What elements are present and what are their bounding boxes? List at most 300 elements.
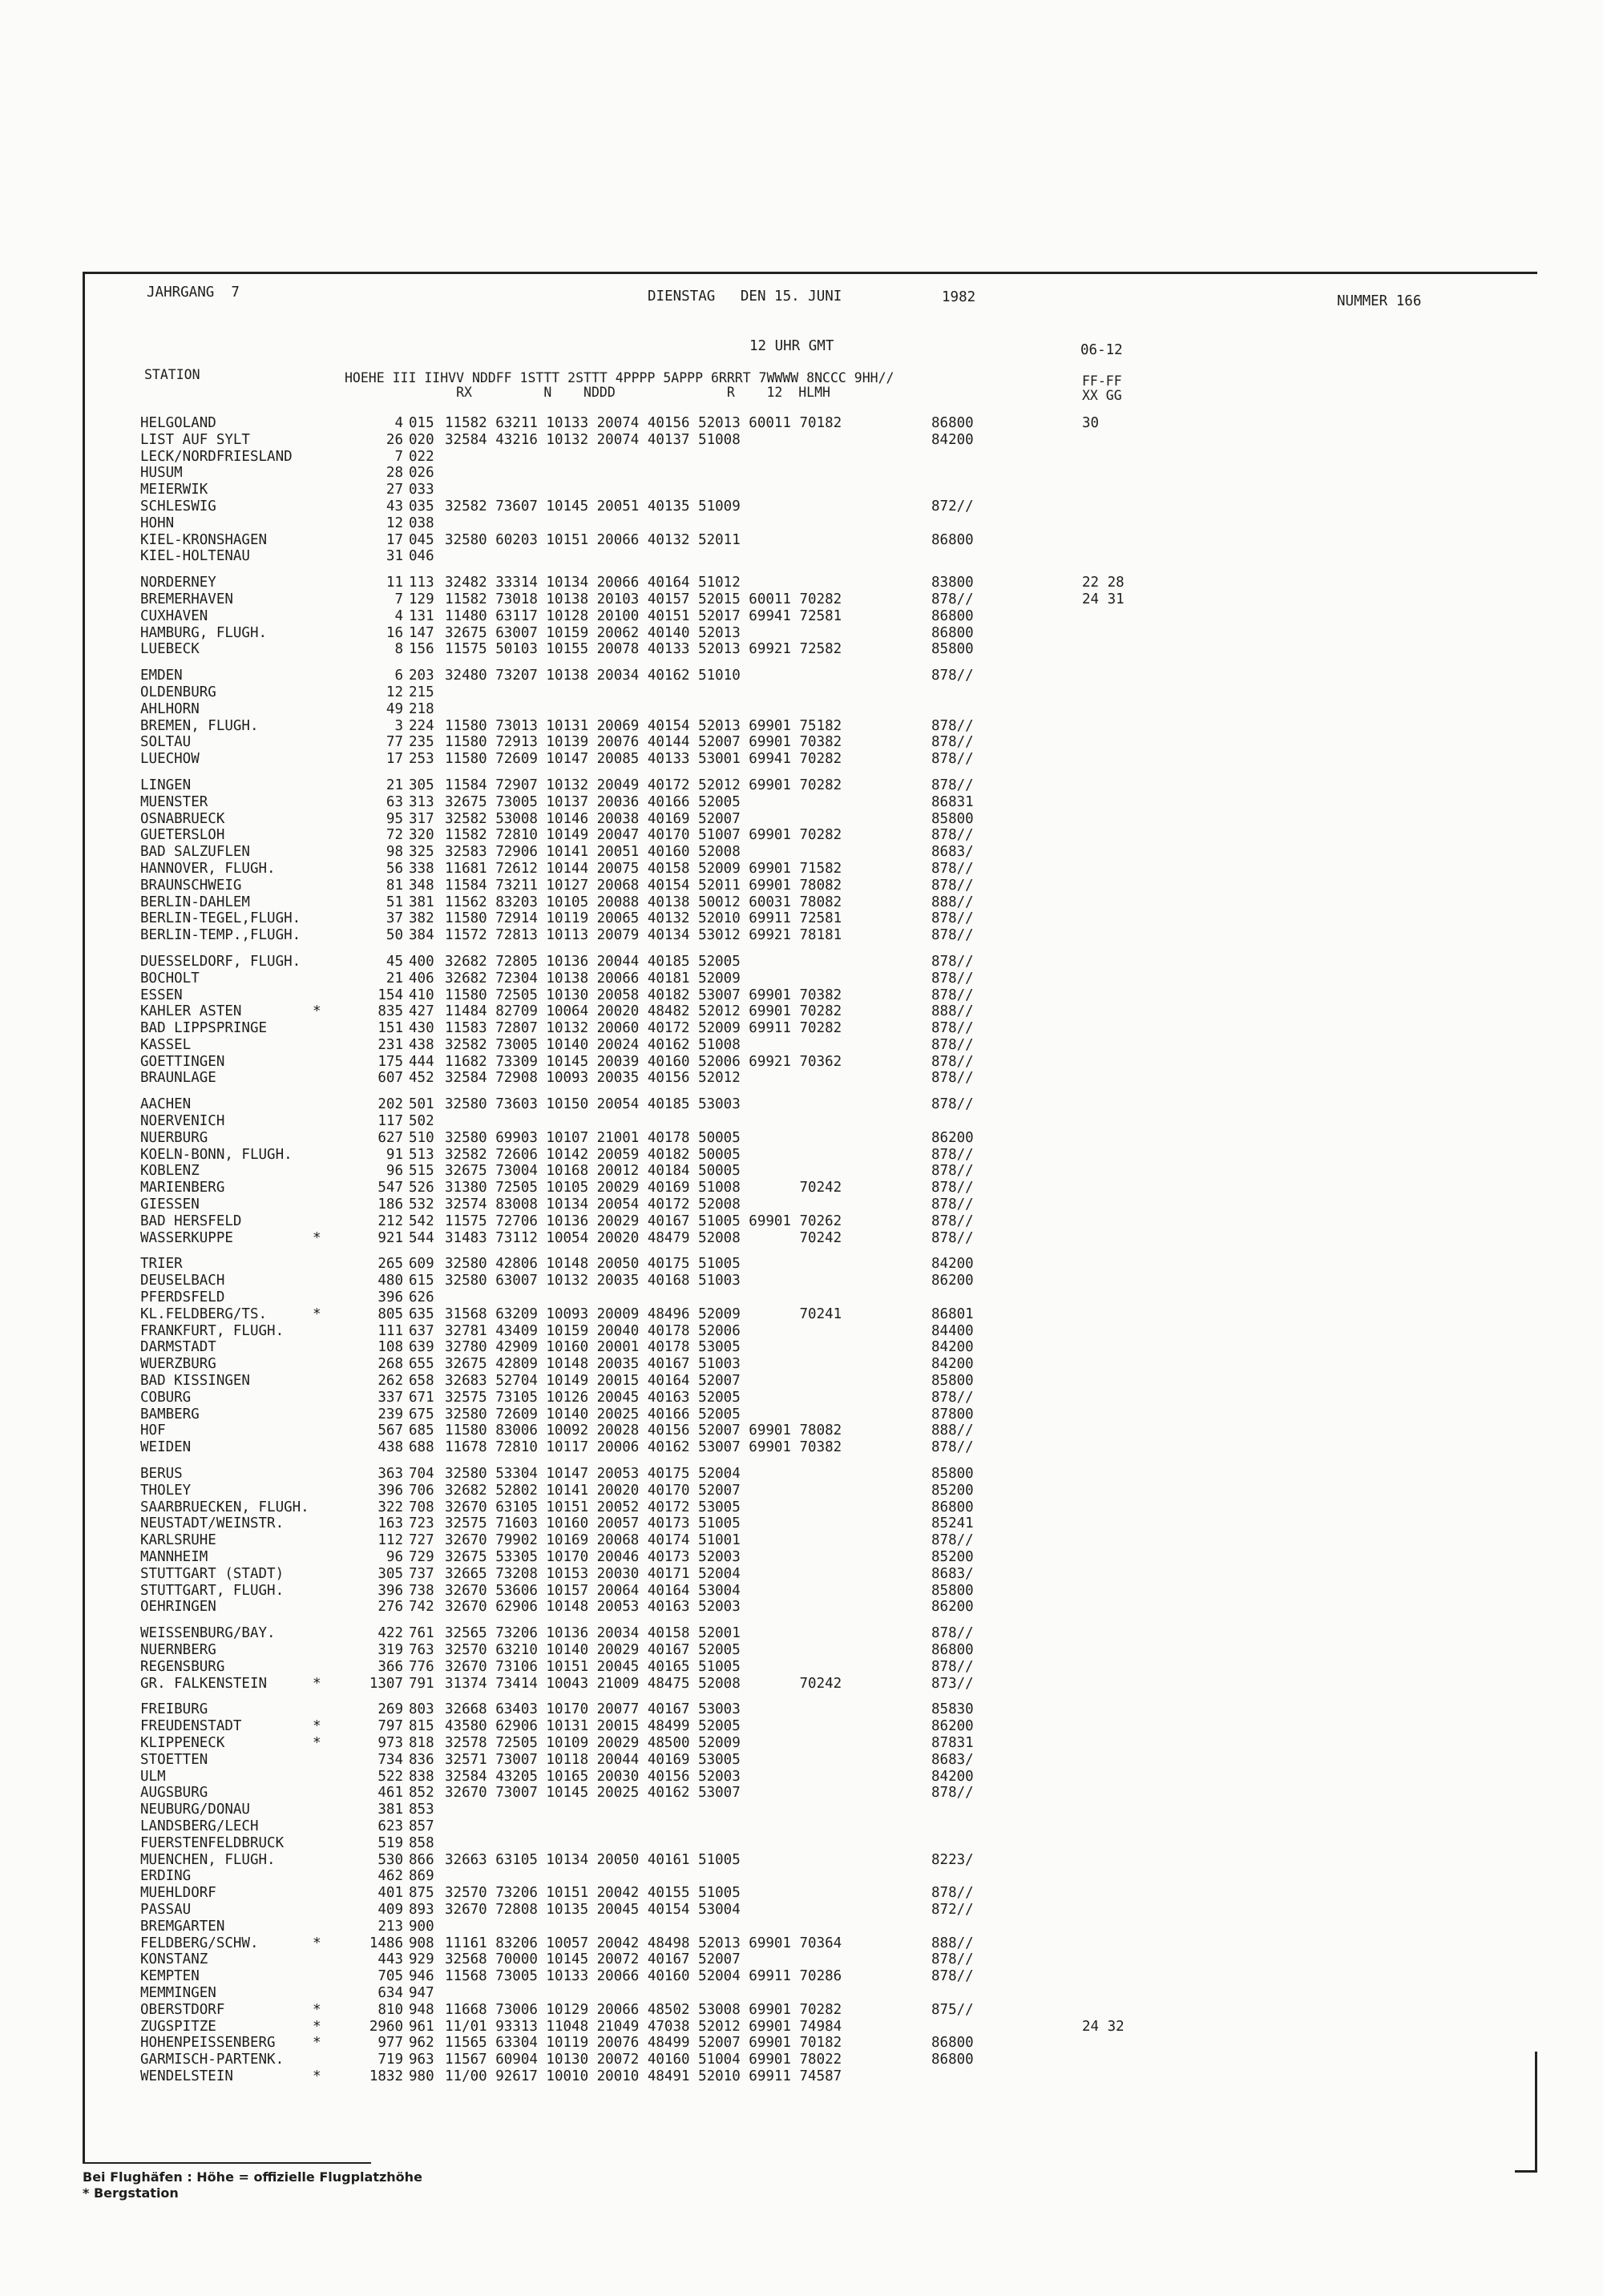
station-name: GUETERSLOH [140,827,225,844]
cloud-group: 85830 [931,1701,974,1718]
station-height: 2960 [369,2018,403,2035]
station-id: 776 [409,1658,434,1675]
station-name: HELGOLAND [140,415,216,431]
station-name: DARMSTADT [140,1339,216,1356]
station-name: KIEL-KRONSHAGEN [140,531,268,548]
station-id: 033 [409,482,434,498]
column-header-ff1: FF-FF [1082,373,1122,389]
station-name: MANNHEIM [140,1549,208,1565]
station-height: 396 [378,1582,403,1599]
synop-groups: 32582 72606 10142 20059 40182 50005 [445,1146,741,1163]
station-id: 857 [409,1818,434,1834]
station-id: 444 [409,1053,434,1070]
synop-groups: 11681 72612 10144 20075 40158 52009 69901 71582 [445,860,842,877]
station-id: 893 [409,1901,434,1918]
station-name: SAARBRUECKEN, FLUGH. [140,1499,309,1515]
station-name: MUENCHEN, FLUGH. [140,1851,276,1868]
station-name: OSNABRUECK [140,810,225,827]
station-name: LECK/NORDFRIESLAND [140,448,293,465]
station-height: 12 [386,684,403,700]
station-height: 443 [378,1951,403,1968]
synop-groups: 11/00 92617 10010 20010 48491 52010 69911 74587 [445,2068,842,2084]
cloud-group: 83800 [931,575,974,591]
cloud-group: 878// [931,953,974,970]
station-name: WENDELSTEIN [140,2068,233,2084]
station-height: 50 [386,927,403,944]
cloud-group: 86800 [931,1641,974,1658]
station-id: 544 [409,1229,434,1246]
station-height: 921 [378,1229,403,1246]
cloud-group: 85200 [931,1549,974,1565]
synop-groups: 32675 73005 10137 20036 40166 52005 [445,793,741,810]
station-id: 532 [409,1196,434,1213]
station-height: 409 [378,1901,403,1918]
station-id: 015 [409,415,434,431]
cloud-group: 872// [931,1901,974,1918]
synop-groups: 32580 72609 10140 20025 40166 52005 [445,1406,741,1422]
station-height: 7 [394,591,403,607]
station-id: 513 [409,1146,434,1163]
station-name: AACHEN [140,1096,192,1113]
station-id: 818 [409,1734,434,1751]
station-name: GR. FALKENSTEIN [140,1675,268,1692]
station-name: BAD LIPPSPRINGE [140,1020,268,1037]
station-id: 317 [409,810,434,827]
station-name: SCHLESWIG [140,498,216,514]
station-name: MARIENBERG [140,1180,225,1196]
station-name: BAD HERSFELD [140,1213,242,1229]
station-name: KLIPPENECK [140,1734,225,1751]
date-line: DIENSTAG DEN 15. JUNI [648,289,842,305]
station-name: ULM [140,1768,166,1785]
station-id: 836 [409,1751,434,1768]
station-id: 742 [409,1599,434,1616]
station-name: OLDENBURG [140,684,216,700]
station-name: COBURG [140,1389,192,1406]
station-name: KARLSRUHE [140,1532,216,1549]
station-id: 438 [409,1036,434,1053]
station-name: BERLIN-TEMP.,FLUGH. [140,927,301,944]
station-id: 542 [409,1213,434,1229]
synop-groups: 32670 53606 10157 20064 40164 53004 [445,1582,741,1599]
station-id: 962 [409,2035,434,2052]
synop-groups: 32663 63105 10134 20050 40161 51005 [445,1851,741,1868]
station-name: LINGEN [140,777,192,793]
station-name: STUTTGART, FLUGH. [140,1582,285,1599]
station-id: 382 [409,910,434,927]
cloud-group: 888// [931,894,974,910]
station-height: 11 [386,575,403,591]
synop-groups: 11668 73006 10129 20066 48502 53008 69901 70282 [445,2001,842,2018]
cloud-group: 86801 [931,1305,974,1322]
cloud-group: 85800 [931,1582,974,1599]
station-height: 319 [378,1641,403,1658]
station-height: 366 [378,1658,403,1675]
station-id: 948 [409,2001,434,2018]
station-height: 163 [378,1515,403,1532]
synop-groups: 32665 73208 10153 20030 40171 52004 [445,1565,741,1582]
synop-groups: 32584 43205 10165 20030 40156 52003 [445,1768,741,1785]
station-height: 835 [378,1003,403,1020]
station-name: STOETTEN [140,1751,208,1768]
station-id: 020 [409,431,434,448]
station-height: 401 [378,1885,403,1902]
station-id: 022 [409,448,434,465]
station-id: 737 [409,1565,434,1582]
synop-groups: 32580 42806 10148 20050 40175 51005 [445,1256,741,1273]
station-name: FREIBURG [140,1701,208,1718]
station-name: BREMGARTEN [140,1918,225,1935]
station-height: 567 [378,1422,403,1439]
cloud-group: 878// [931,591,974,607]
cloud-group: 878// [931,1163,974,1180]
synop-groups: 11484 82709 10064 20020 48482 52012 69901 70282 [445,1003,842,1020]
station-name: AUGSBURG [140,1785,208,1802]
station-id: 313 [409,793,434,810]
station-id: 427 [409,1003,434,1020]
station-name: KAHLER ASTEN [140,1003,242,1020]
synop-groups: 32670 73007 10145 20025 40162 53007 [445,1785,741,1802]
station-id: 763 [409,1641,434,1658]
synop-groups: 32568 70000 10145 20072 40167 52007 [445,1951,741,1968]
station-id: 946 [409,1968,434,1985]
station-name: KL.FELDBERG/TS. [140,1305,268,1322]
station-height: 6 [394,668,403,684]
station-name: LUEBECK [140,641,200,658]
synop-groups: 11575 72706 10136 20029 40167 51005 69901 70262 [445,1213,842,1229]
station-id: 045 [409,531,434,548]
station-height: 213 [378,1918,403,1935]
synop-groups: 32582 53008 10146 20038 40169 52007 [445,810,741,827]
frame-bottom-border [83,2162,371,2164]
station-name: HOHN [140,514,175,531]
station-name: MEMMINGEN [140,1984,216,2001]
synop-groups: 11575 50103 10155 20078 40133 52013 69921 72582 [445,641,842,658]
synop-groups: 32668 63403 10170 20077 40167 53003 [445,1701,741,1718]
cloud-group: 86200 [931,1273,974,1289]
station-name: BOCHOLT [140,970,200,987]
station-height: 810 [378,2001,403,2018]
synop-groups: 43580 62906 10131 20015 48499 52005 [445,1718,741,1735]
station-id: 515 [409,1163,434,1180]
cloud-group: 86200 [931,1129,974,1146]
station-name: BRAUNLAGE [140,1070,216,1087]
station-name: FELDBERG/SCHW. [140,1935,259,1951]
station-id: 704 [409,1466,434,1483]
synop-groups: 32582 73607 10145 20051 40135 51009 [445,498,741,514]
synop-groups: 11562 83203 10105 20088 40138 50012 60031 78082 [445,894,842,910]
station-height: 37 [386,910,403,927]
station-id: 215 [409,684,434,700]
station-name: ZUGSPITZE [140,2018,216,2035]
station-id: 501 [409,1096,434,1113]
station-height: 231 [378,1036,403,1053]
synop-groups: 32780 42909 10160 20001 40178 53005 [445,1339,741,1356]
station-id: 224 [409,717,434,734]
station-name: BREMEN, FLUGH. [140,717,259,734]
station-name: FUERSTENFELDBRUCK [140,1834,285,1851]
station-id: 853 [409,1802,434,1818]
station-id: 635 [409,1305,434,1322]
synop-groups: 11678 72810 10117 20006 40162 53007 69901 70382 [445,1439,842,1456]
gust-group: 22 28 [1082,575,1125,591]
cloud-group: 873// [931,1675,974,1692]
station-height: 627 [378,1129,403,1146]
mountain-station-mark: * [313,1675,321,1692]
synop-groups: 32675 42809 10148 20035 40167 51003 [445,1356,741,1373]
station-height: 977 [378,2035,403,2052]
station-height: 7 [394,448,403,465]
station-height: 27 [386,482,403,498]
synop-groups: 32584 72908 10093 20035 40156 52012 [445,1070,741,1087]
synop-groups: 11584 73211 10127 20068 40154 52011 69901 78082 [445,877,842,894]
synop-groups: 32580 63007 10132 20035 40168 51003 [445,1273,741,1289]
station-height: 81 [386,877,403,894]
station-height: 17 [386,751,403,768]
station-name: BAMBERG [140,1406,200,1422]
station-id: 738 [409,1582,434,1599]
column-header-station: STATION [144,367,200,382]
cloud-group: 878// [931,734,974,751]
synop-groups: 11584 72907 10132 20049 40172 52012 69901 70282 [445,777,842,793]
station-name: BERLIN-DAHLEM [140,894,250,910]
station-height: 212 [378,1213,403,1229]
cloud-group: 875// [931,2001,974,2018]
station-height: 438 [378,1439,403,1456]
station-name: DEUSELBACH [140,1273,225,1289]
cloud-group: 878// [931,1070,974,1087]
station-id: 452 [409,1070,434,1087]
cloud-group: 878// [931,1229,974,1246]
station-height: 186 [378,1196,403,1213]
station-id: 305 [409,777,434,793]
station-height: 268 [378,1356,403,1373]
cloud-group: 878// [931,860,974,877]
station-id: 852 [409,1785,434,1802]
station-height: 734 [378,1751,403,1768]
cloud-group: 878// [931,668,974,684]
synop-groups: 31380 72505 10105 20029 40169 51008 70242 [445,1180,842,1196]
cloud-group: 888// [931,1935,974,1951]
station-name: BREMERHAVEN [140,591,233,607]
synop-groups: 11565 63304 10119 20076 48499 52007 69901 70182 [445,2035,842,2052]
cloud-group: 878// [931,827,974,844]
station-name: PASSAU [140,1901,192,1918]
station-id: 658 [409,1373,434,1390]
mountain-station-mark: * [313,1935,321,1951]
gust-group: 24 31 [1082,591,1125,607]
mountain-station-mark: * [313,1718,321,1735]
station-name: NEUBURG/DONAU [140,1802,250,1818]
mountain-station-mark: * [313,2068,321,2084]
frame-left-border [83,272,85,2163]
station-name: STUTTGART (STADT) [140,1565,285,1582]
station-name: TRIER [140,1256,183,1273]
station-height: 1486 [369,1935,403,1951]
station-id: 803 [409,1701,434,1718]
synop-groups: 31374 73414 10043 21009 48475 52008 70242 [445,1675,842,1692]
year-label: 1982 [942,289,976,305]
cloud-group: 878// [931,927,974,944]
station-name: LANDSBERG/LECH [140,1818,259,1834]
synop-groups: 11582 73018 10138 20103 40157 52015 60011 70282 [445,591,842,607]
station-name: KOELN-BONN, FLUGH. [140,1146,293,1163]
cloud-group: 86800 [931,2052,974,2068]
cloud-group: 878// [931,1951,974,1968]
synop-groups: 31568 63209 10093 20009 48496 52009 70241 [445,1305,842,1322]
synop-groups: 32575 73105 10126 20045 40163 52005 [445,1389,741,1406]
station-id: 858 [409,1834,434,1851]
station-id: 708 [409,1499,434,1515]
station-height: 43 [386,498,403,514]
cloud-group: 85800 [931,1466,974,1483]
station-name: ERDING [140,1868,192,1885]
synop-groups: 32682 72304 10138 20066 40181 52009 [445,970,741,987]
cloud-group: 878// [931,1146,974,1163]
gust-group: 24 32 [1082,2018,1125,2035]
station-id: 791 [409,1675,434,1692]
station-height: 719 [378,2052,403,2068]
station-name: GARMISCH-PARTENK. [140,2052,285,2068]
station-id: 381 [409,894,434,910]
station-id: 838 [409,1768,434,1785]
station-name: MUENSTER [140,793,208,810]
cloud-group: 888// [931,1422,974,1439]
cloud-group: 878// [931,1096,974,1113]
station-id: 609 [409,1256,434,1273]
station-height: 98 [386,844,403,861]
synop-groups: 32781 43409 10159 20040 40178 52006 [445,1322,741,1339]
station-name: HOHENPEISSENBERG [140,2035,276,2052]
station-height: 4 [394,607,403,624]
cloud-group: 86800 [931,531,974,548]
synop-groups: 11580 72609 10147 20085 40133 53001 69941 70282 [445,751,842,768]
station-id: 685 [409,1422,434,1439]
station-height: 202 [378,1096,403,1113]
station-id: 729 [409,1549,434,1565]
footnote-mountain-station: * Bergstation [83,2185,179,2201]
station-name: DUESSELDORF, FLUGH. [140,953,301,970]
station-name: NOERVENICH [140,1113,225,1130]
station-height: 8 [394,641,403,658]
cloud-group: 878// [931,1196,974,1213]
station-name: FREUDENSTADT [140,1718,242,1735]
gust-group: 30 [1082,415,1100,431]
station-id: 026 [409,465,434,482]
station-height: 363 [378,1466,403,1483]
station-height: 175 [378,1053,403,1070]
cloud-group: 878// [931,1625,974,1642]
station-name: FRANKFURT, FLUGH. [140,1322,285,1339]
synop-groups: 32480 73207 10138 20034 40162 51010 [445,668,741,684]
station-id: 688 [409,1439,434,1456]
station-height: 117 [378,1113,403,1130]
station-id: 338 [409,860,434,877]
station-height: 461 [378,1785,403,1802]
cloud-group: 878// [931,1020,974,1037]
station-id: 929 [409,1951,434,1968]
station-name: BERLIN-TEGEL,FLUGH. [140,910,301,927]
station-id: 723 [409,1515,434,1532]
cloud-group: 878// [931,910,974,927]
station-name: KONSTANZ [140,1951,208,1968]
synop-groups: 32578 72505 10109 20029 48500 52009 [445,1734,741,1751]
synop-groups: 32670 62906 10148 20053 40163 52003 [445,1599,741,1616]
mountain-station-mark: * [313,1305,321,1322]
cloud-group: 878// [931,970,974,987]
station-id: 156 [409,641,434,658]
station-name: AHLHORN [140,700,200,717]
mountain-station-mark: * [313,2035,321,2052]
station-id: 384 [409,927,434,944]
station-height: 480 [378,1273,403,1289]
station-height: 31 [386,548,403,565]
synop-groups: 11580 73013 10131 20069 40154 52013 69901 75182 [445,717,842,734]
station-id: 046 [409,548,434,565]
station-name: PFERDSFELD [140,1289,225,1306]
cloud-group: 85200 [931,1482,974,1499]
station-height: 519 [378,1834,403,1851]
synop-groups: 32682 72805 10136 20044 40185 52005 [445,953,741,970]
station-height: 265 [378,1256,403,1273]
station-id: 526 [409,1180,434,1196]
station-height: 805 [378,1305,403,1322]
issue-number: NUMMER 166 [1337,293,1422,309]
station-name: NUERBURG [140,1129,208,1146]
footnote-airport-height: Bei Flughäfen : Höhe = offizielle Flugplatzhöhe [83,2169,422,2185]
frame-right-border [1535,2052,1537,2172]
station-height: 623 [378,1818,403,1834]
time-label: 12 UHR GMT [749,338,834,354]
station-id: 131 [409,607,434,624]
station-height: 396 [378,1482,403,1499]
station-height: 91 [386,1146,403,1163]
cloud-group: 878// [931,987,974,1003]
station-name: SOLTAU [140,734,192,751]
station-name: CUXHAVEN [140,607,208,624]
station-height: 422 [378,1625,403,1642]
station-id: 035 [409,498,434,514]
station-height: 522 [378,1768,403,1785]
station-name: WUERZBURG [140,1356,216,1373]
station-id: 866 [409,1851,434,1868]
station-id: 325 [409,844,434,861]
cloud-group: 878// [931,1968,974,1985]
station-id: 869 [409,1868,434,1885]
cloud-group: 878// [931,1053,974,1070]
station-height: 108 [378,1339,403,1356]
station-height: 63 [386,793,403,810]
station-height: 3 [394,717,403,734]
synop-groups: 32580 60203 10151 20066 40132 52011 [445,531,741,548]
frame-right-foot [1515,2170,1537,2173]
station-id: 430 [409,1020,434,1037]
station-id: 761 [409,1625,434,1642]
synop-groups: 11/01 93313 11048 21049 47038 52012 69901 74984 [445,2018,842,2035]
synop-groups: 11580 72913 10139 20076 40144 52007 69901 70382 [445,734,842,751]
station-height: 547 [378,1180,403,1196]
station-id: 615 [409,1273,434,1289]
synop-groups: 31483 73112 10054 20020 48479 52008 70242 [445,1229,842,1246]
station-height: 1832 [369,2068,403,2084]
column-header-line1: HOEHE III IIHVV NDDFF 1STTT 2STTT 4PPPP 5APPP 6RRRT 7WWWW 8NCCC 9HH// [345,370,894,385]
cloud-group: 878// [931,1532,974,1549]
cloud-group: 86800 [931,2035,974,2052]
station-height: 16 [386,624,403,641]
synop-groups: 11583 72807 10132 20060 40172 52009 69911 70282 [445,1020,842,1037]
synop-groups: 11567 60904 10130 20072 40160 51004 69901 78022 [445,2052,842,2068]
station-height: 111 [378,1322,403,1339]
